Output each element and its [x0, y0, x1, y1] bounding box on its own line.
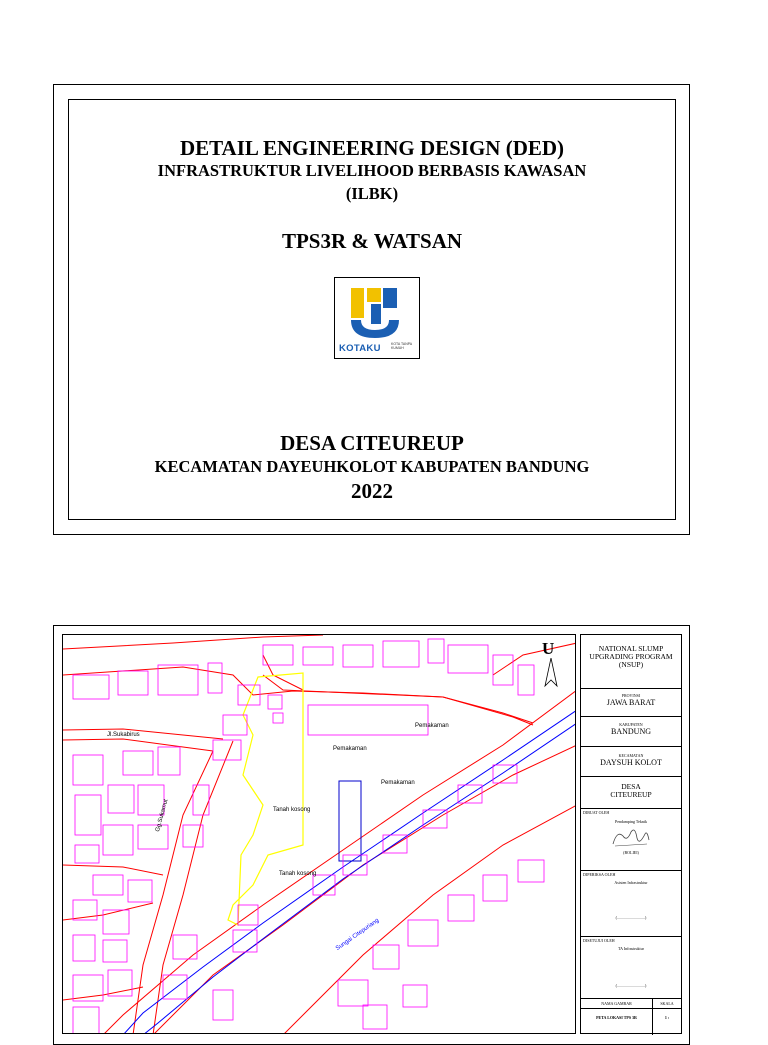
road-line [63, 635, 323, 649]
river-bank [143, 723, 576, 1034]
label-street-main: Jl.Sukabirus [107, 732, 140, 738]
building [493, 655, 513, 685]
label-street-side: Gg.Sukamut [155, 798, 170, 833]
building [73, 675, 109, 699]
building [223, 715, 247, 735]
building [493, 765, 517, 783]
north-arrow-icon [544, 658, 558, 688]
building [75, 795, 101, 835]
pu-logo-icon [349, 284, 407, 340]
road-line [63, 729, 223, 739]
legend-dibuat-cell [581, 809, 681, 871]
building [383, 641, 419, 667]
road-line [63, 903, 153, 920]
building [518, 665, 534, 695]
label-pemakaman-1: Pemakaman [415, 723, 449, 729]
legend-ta-infra: TA Infrastruktur [617, 946, 644, 951]
building [158, 665, 198, 695]
building [108, 785, 134, 813]
legend-nama-gambar-cell [581, 999, 681, 1035]
legend-kabupaten: BANDUNG [611, 727, 651, 736]
legend-program: NATIONAL SLUMP UPGRADING PROGRAM (NSUP) [589, 644, 673, 669]
building [173, 935, 197, 959]
road-line [103, 690, 576, 1034]
building [128, 880, 152, 902]
building [103, 940, 127, 962]
road-line [283, 805, 576, 1034]
title-block [580, 634, 682, 1034]
building [123, 751, 153, 775]
label-pemakaman-2: Pemakaman [333, 746, 367, 752]
legend-blank-1: (............................) [615, 915, 647, 920]
road-line [153, 745, 576, 1034]
building [303, 647, 333, 665]
building [268, 695, 282, 709]
legend-dibuat-label: DIBUAT OLEH [583, 810, 610, 815]
legend-kecamatan-label: KECAMATAN [618, 753, 644, 758]
cover-district: KECAMATAN DAYEUHKOLOT KABUPATEN BANDUNG [154, 457, 590, 476]
cover-subtitle-line1: INFRASTRUKTUR LIVELIHOOD BERBASIS KAWASAN [157, 161, 587, 180]
legend-diperiksa-cell [581, 871, 681, 937]
road-line [63, 865, 163, 875]
building [138, 825, 168, 849]
building [338, 980, 368, 1006]
cover-year: 2022 [351, 479, 393, 503]
road-line [263, 655, 303, 690]
building [428, 639, 444, 663]
cover-village: DESA CITEUREUP [280, 431, 464, 455]
legend-provinsi-cell [581, 689, 681, 717]
legend-nama-gambar-label: NAMA GAMBAR [581, 999, 652, 1009]
legend-desa: DESA CITEUREUP [610, 782, 652, 799]
legend-skala-box [653, 999, 681, 1035]
building [75, 845, 99, 863]
site-boundary [228, 673, 303, 925]
building [263, 645, 293, 665]
cover-subtitle-line2: (ILBK) [345, 184, 399, 203]
building [308, 705, 428, 735]
label-pemakaman-3: Pemakaman [381, 780, 415, 786]
legend-provinsi-label: PROVINSI [621, 693, 641, 698]
building [238, 905, 258, 925]
building [73, 1007, 99, 1034]
cover-project: TPS3R & WATSAN [281, 229, 463, 253]
building [518, 860, 544, 882]
legend-pendamping: Pendamping Teknik [615, 819, 647, 824]
legend-desa-cell [581, 777, 681, 809]
legend-diperiksa-label: DIPERIKSA OLEH [583, 872, 616, 877]
site-plot [339, 781, 361, 861]
legend-disetujui-label: DISETUJUI OLEH [583, 938, 615, 943]
legend-nama-gambar-box [581, 999, 653, 1035]
legend-skala: 1 : [664, 1015, 670, 1020]
building [208, 663, 222, 693]
building [73, 755, 103, 785]
label-river: Sungai Citepuriang [335, 917, 381, 952]
legend-asisten: Asisten Infrastruktur [614, 880, 648, 885]
building [93, 875, 123, 895]
road-line [133, 751, 213, 1034]
legend-kabupaten-label: KABUPATEN [619, 722, 643, 727]
north-arrow-label: U [542, 639, 555, 658]
building [448, 645, 488, 673]
legend-blank-2: (............................) [615, 983, 647, 988]
building [373, 945, 399, 969]
building [118, 671, 148, 695]
building [103, 825, 133, 855]
logo-subtext: KOTA TANPA KUMUH [391, 342, 412, 350]
building [233, 930, 257, 952]
building [408, 920, 438, 946]
logo-word: KOTAKU [339, 343, 381, 354]
site-location-map [62, 634, 576, 1034]
legend-kecamatan-cell [581, 747, 681, 777]
building [403, 985, 427, 1007]
legend-nama-gambar: PETA LOKASI TPS 3R [596, 1015, 637, 1020]
building [363, 1005, 387, 1029]
river-bank [123, 710, 576, 1034]
signature-icon [611, 826, 651, 850]
legend-kabupaten-cell [581, 717, 681, 747]
map-drawing [63, 635, 576, 1034]
building [313, 875, 335, 895]
building [213, 990, 233, 1020]
kotaku-logo [334, 277, 420, 359]
legend-disetujui-cell [581, 937, 681, 999]
label-tanah-kosong-2: Tanah kosong [279, 871, 317, 877]
legend-skala-label: SKALA [653, 999, 681, 1009]
building [273, 713, 283, 723]
road-line [493, 643, 576, 675]
building [483, 875, 507, 901]
legend-program-cell [581, 635, 681, 689]
road-line [63, 739, 213, 751]
label-tanah-kosong-1: Tanah kosong [273, 807, 311, 813]
building [73, 935, 95, 961]
legend-provinsi: JAWA BARAT [606, 698, 656, 707]
cover-title: DETAIL ENGINEERING DESIGN (DED) [179, 136, 565, 160]
legend-pendamping-name: (BOLIEI) [623, 850, 639, 855]
building [158, 747, 180, 775]
building [343, 645, 373, 667]
legend-kecamatan: DAYSUH KOLOT [600, 758, 662, 767]
building [448, 895, 474, 921]
